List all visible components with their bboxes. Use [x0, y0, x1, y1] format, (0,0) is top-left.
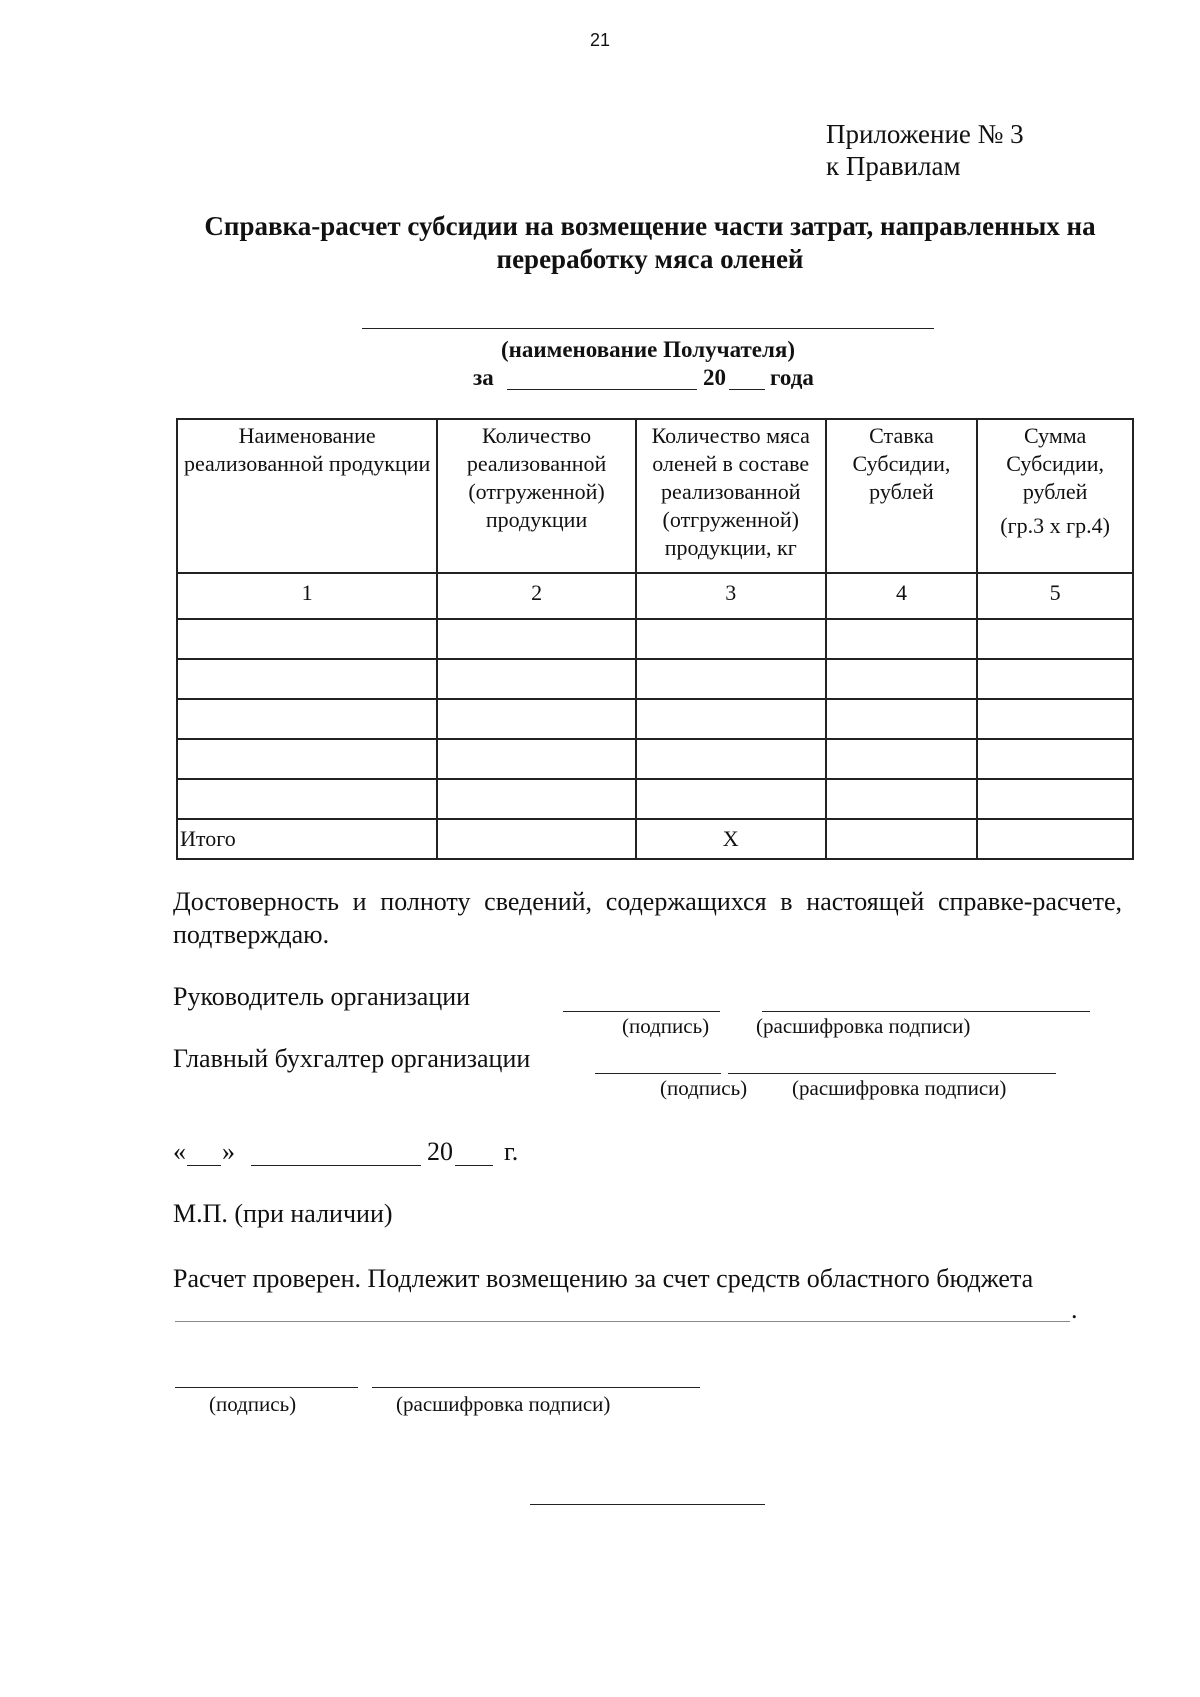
- column-number: 5: [977, 573, 1133, 619]
- date-month-blank[interactable]: [251, 1165, 421, 1166]
- date-year-prefix: 20: [427, 1137, 453, 1166]
- header-subsidy-sum: [977, 419, 1133, 573]
- verified-text: Расчет проверен. Подлежит возмещению за счет средств областного бюджета: [173, 1264, 1034, 1293]
- table-cell[interactable]: [977, 699, 1133, 739]
- date-close-quote: »: [222, 1137, 235, 1166]
- period-year-blank[interactable]: [729, 389, 765, 390]
- accountant-decode-caption: (расшифровка подписи): [792, 1076, 1007, 1100]
- recipient-caption: (наименование Получателя): [501, 337, 795, 362]
- total-cell[interactable]: [826, 819, 978, 859]
- head-decode-caption: (расшифровка подписи): [756, 1014, 971, 1038]
- table-cell[interactable]: [437, 739, 636, 779]
- bottom-decode-caption: (расшифровка подписи): [396, 1392, 611, 1416]
- column-number: 1: [177, 573, 437, 619]
- verified-end-mark: .: [1071, 1295, 1078, 1324]
- period-blank[interactable]: [507, 389, 697, 390]
- header-product-quantity: Количество реализованной (отгруженной) продукции: [437, 419, 636, 573]
- appendix-line-1: Приложение № 3: [826, 119, 1024, 149]
- bottom-sign-caption: (подпись): [209, 1392, 297, 1416]
- date-year-blank[interactable]: [455, 1165, 493, 1166]
- table-cell[interactable]: [177, 659, 437, 699]
- table-row: [177, 779, 1133, 819]
- table-cell[interactable]: [636, 779, 826, 819]
- date-open-quote: «: [173, 1137, 186, 1166]
- table-row: [177, 699, 1133, 739]
- total-cell[interactable]: [437, 819, 636, 859]
- header-subsidy-rate: Ставка Субсидии, рублей: [826, 419, 978, 573]
- accountant-signature-line[interactable]: [595, 1073, 721, 1074]
- confirmation-text: Достоверность и полноту сведений, содержащихся в настоящей справке-расчете, подтверждаю.: [173, 887, 1122, 949]
- table-cell[interactable]: [437, 779, 636, 819]
- table-cell[interactable]: [437, 619, 636, 659]
- table-cell[interactable]: [977, 619, 1133, 659]
- period-suffix: года: [770, 365, 814, 390]
- closing-separator: [530, 1504, 765, 1505]
- table-cell[interactable]: [177, 779, 437, 819]
- table-cell[interactable]: [177, 739, 437, 779]
- header-product-name: Наименование реализованной продукции: [177, 419, 437, 573]
- table-cell[interactable]: [437, 699, 636, 739]
- table-cell[interactable]: [826, 699, 978, 739]
- verified-amount-line[interactable]: [175, 1321, 1070, 1322]
- recipient-name-line[interactable]: [362, 328, 934, 329]
- table-row: [177, 619, 1133, 659]
- table-cell[interactable]: [636, 659, 826, 699]
- head-sign-caption: (подпись): [622, 1014, 710, 1038]
- table-cell[interactable]: [826, 619, 978, 659]
- table-cell[interactable]: [177, 619, 437, 659]
- subsidy-table: [176, 418, 1134, 860]
- accountant-sign-caption: (подпись): [660, 1076, 748, 1100]
- date-suffix: г.: [504, 1137, 519, 1166]
- column-number: 3: [636, 573, 826, 619]
- column-number: 4: [826, 573, 978, 619]
- appendix-line-2: к Правилам: [826, 151, 961, 181]
- date-day-blank[interactable]: [187, 1165, 221, 1166]
- date-row: [173, 1135, 573, 1171]
- accountant-signature-label: Главный бухгалтер организации: [173, 1044, 531, 1073]
- column-number: 2: [437, 573, 636, 619]
- bottom-decode-line[interactable]: [372, 1387, 700, 1388]
- table-cell[interactable]: [977, 779, 1133, 819]
- total-row: [177, 819, 1133, 859]
- table-cell[interactable]: [177, 699, 437, 739]
- head-signature-line[interactable]: [563, 1011, 720, 1012]
- title-line-2: переработку мяса оленей: [496, 244, 804, 274]
- bottom-signature-line[interactable]: [175, 1387, 358, 1388]
- table-cell[interactable]: [636, 699, 826, 739]
- period-row: [470, 365, 870, 395]
- table-cell[interactable]: [826, 739, 978, 779]
- appendix-label: [826, 118, 1024, 182]
- stamp-label: М.П. (при наличии): [173, 1199, 393, 1228]
- column-number-row: [177, 573, 1133, 619]
- page-number: 21: [589, 30, 611, 50]
- table-header-row: [177, 419, 1133, 573]
- header-subsidy-sum-label: Сумма Субсидии, рублей: [1006, 423, 1105, 504]
- document-title: [150, 210, 1150, 276]
- head-decode-line[interactable]: [762, 1011, 1090, 1012]
- head-signature-label: Руководитель организации: [173, 982, 471, 1011]
- total-label: Итого: [177, 819, 437, 859]
- table-cell[interactable]: [636, 739, 826, 779]
- accountant-decode-line[interactable]: [728, 1073, 1056, 1074]
- table-row: [177, 659, 1133, 699]
- table-cell[interactable]: [437, 659, 636, 699]
- period-year-prefix: 20: [703, 365, 726, 390]
- total-cell-crossed: X: [636, 819, 826, 859]
- table-cell[interactable]: [826, 779, 978, 819]
- total-cell[interactable]: [977, 819, 1133, 859]
- table-row: [177, 739, 1133, 779]
- table-cell[interactable]: [826, 659, 978, 699]
- table-cell[interactable]: [977, 659, 1133, 699]
- header-meat-quantity: Количество мяса оленей в составе реализованной (отгруженной) продукции, кг: [636, 419, 826, 573]
- title-line-1: Справка-расчет субсидии на возмещение части затрат, направленных на: [204, 211, 1096, 241]
- period-prefix: за: [473, 365, 494, 390]
- table-cell[interactable]: [977, 739, 1133, 779]
- header-subsidy-sum-formula: (гр.3 x гр.4): [1000, 513, 1110, 538]
- table-cell[interactable]: [636, 619, 826, 659]
